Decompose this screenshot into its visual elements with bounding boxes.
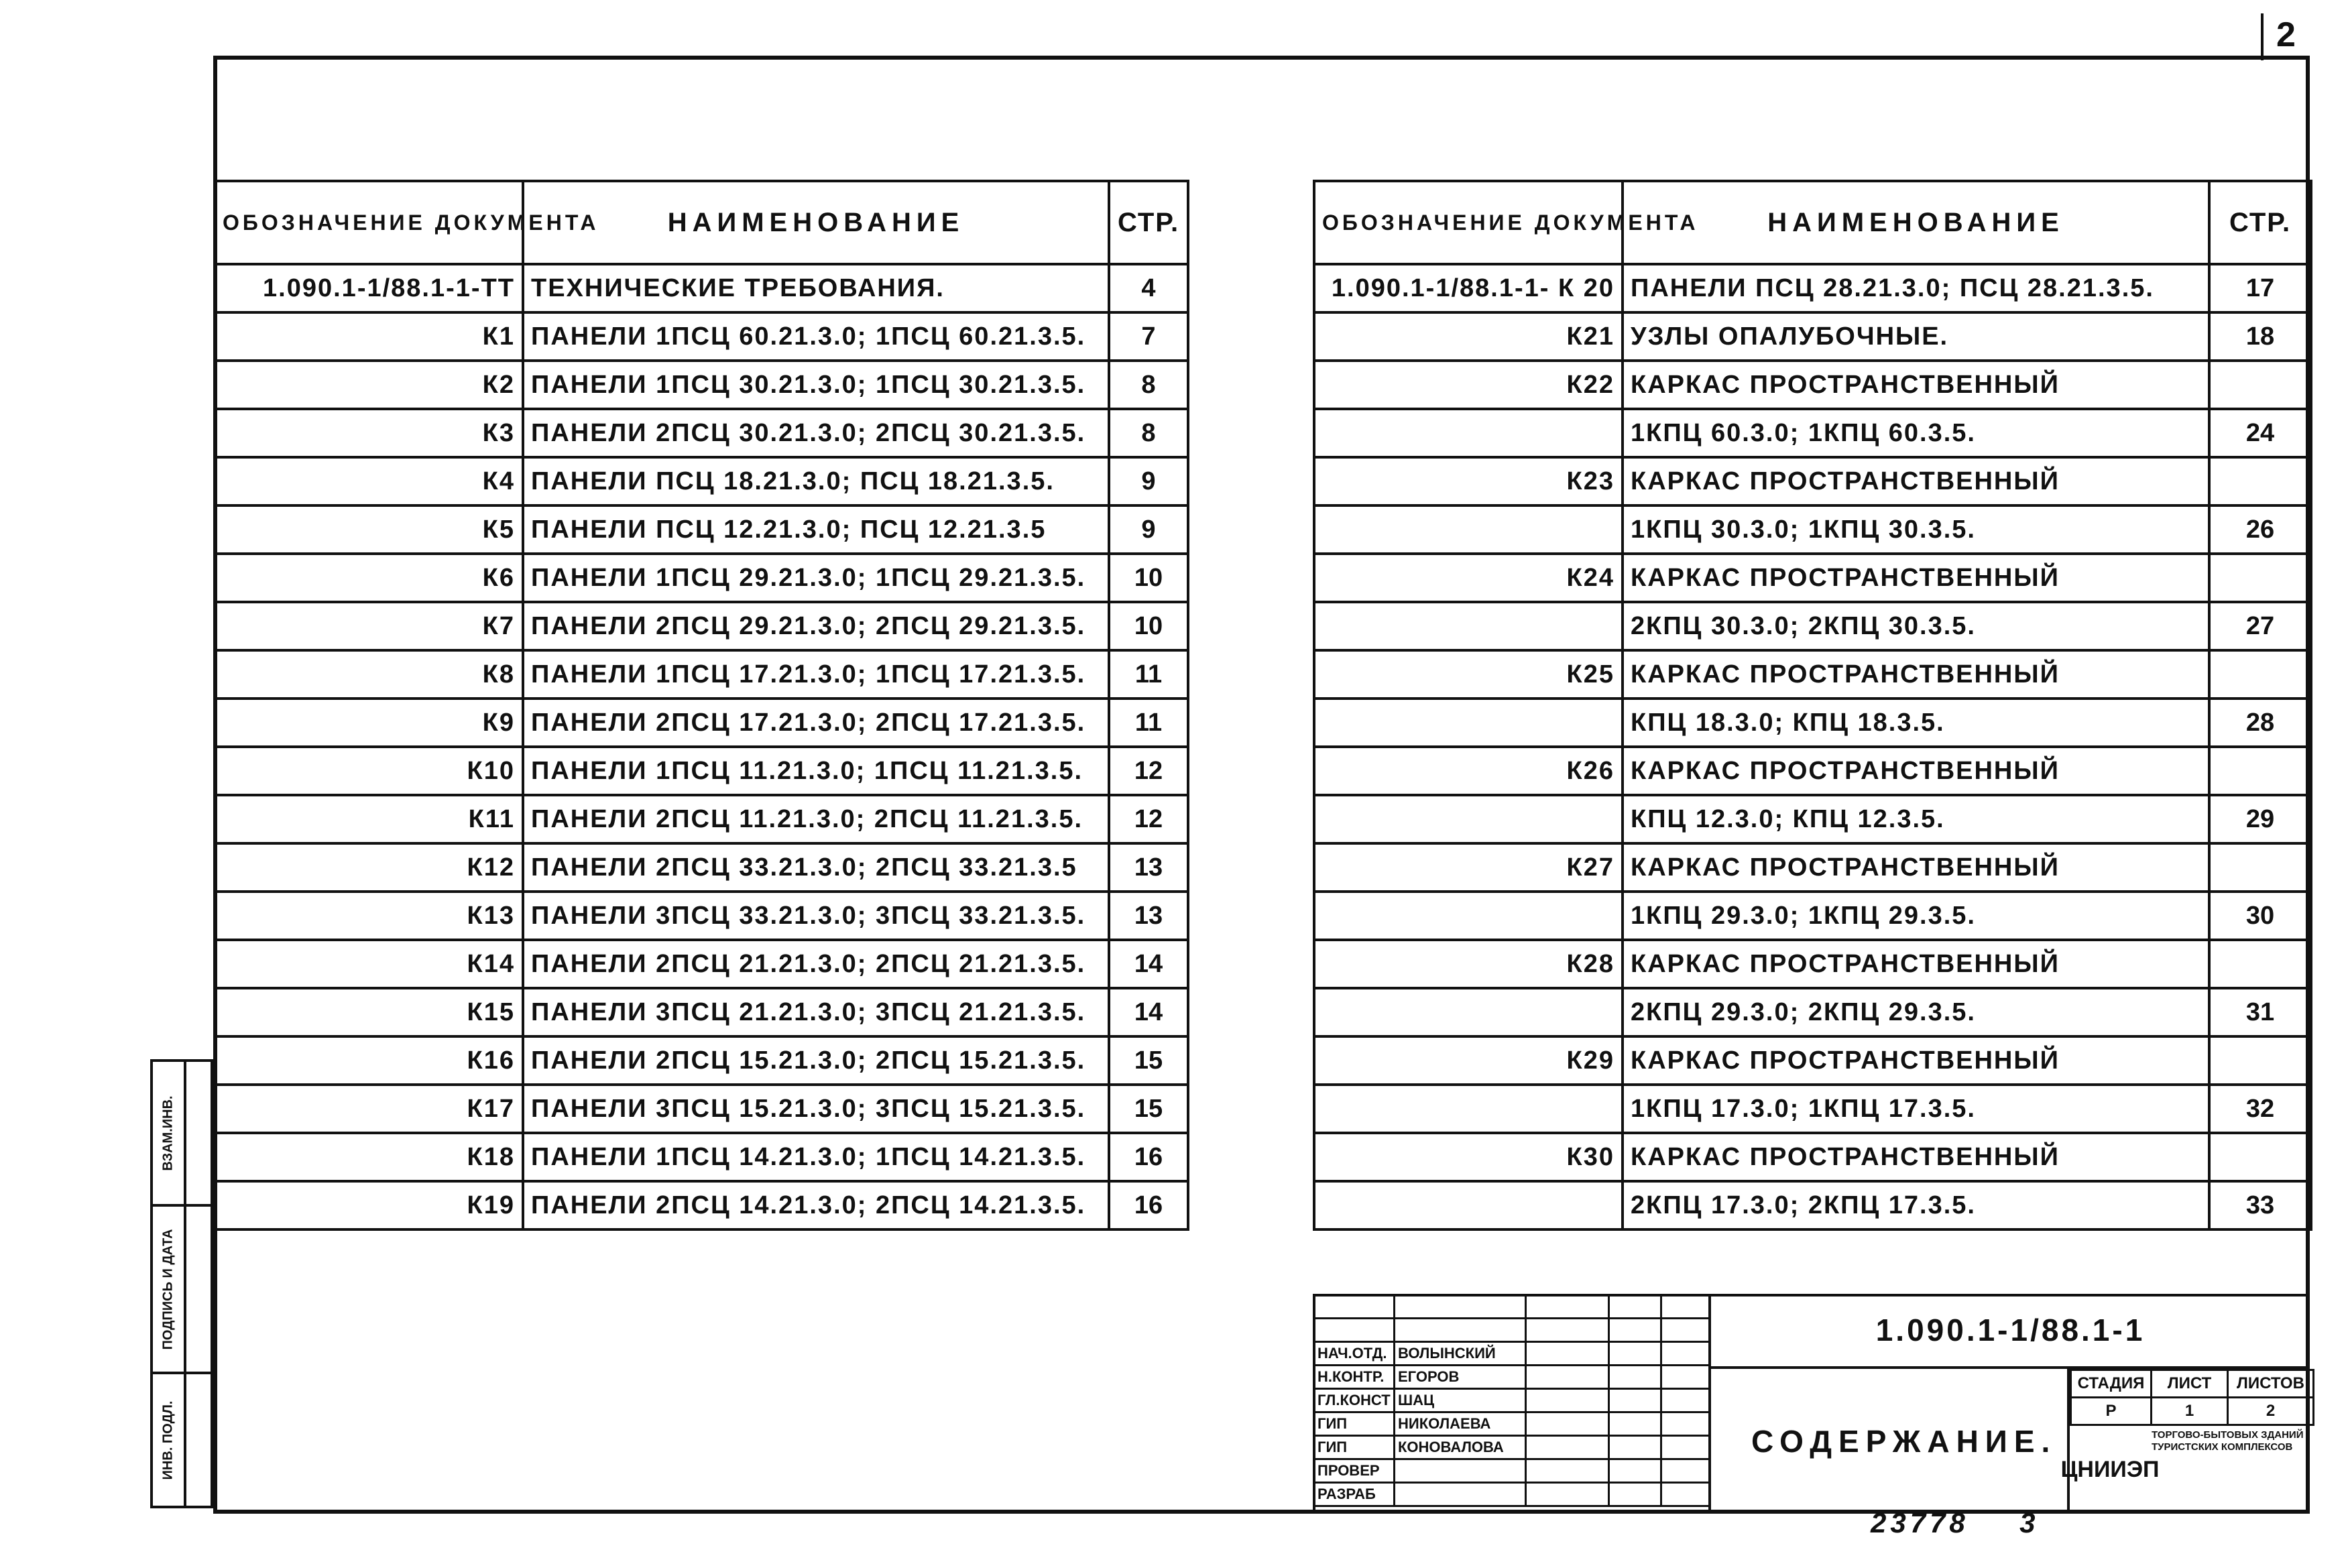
table-row: [1314, 650, 2311, 699]
archive-number: 23778: [1871, 1507, 1969, 1539]
row-name: ПАНЕЛИ 1ПСЦ 11.21.3.0; 1ПСЦ 11.21.3.5.: [523, 747, 1109, 795]
row-name: КАРКАС ПРОСТРАНСТВЕННЫЙ: [1623, 747, 2209, 795]
row-page: 32: [2209, 1085, 2311, 1133]
row-page: 14: [1109, 940, 1188, 988]
row-page: 27: [2209, 602, 2311, 650]
header-page: СТР.: [2209, 181, 2311, 264]
signature-cell: [1526, 1459, 1609, 1483]
row-name: ПАНЕЛИ 1ПСЦ 60.21.3.0; 1ПСЦ 60.21.3.5.: [523, 312, 1109, 361]
table-row: [215, 650, 1188, 699]
side-label-inv-orig: ИНВ. ПОДЛ.: [160, 1400, 176, 1480]
row-code: К7: [215, 602, 523, 650]
contents-table-left: [213, 180, 1189, 1231]
row-page: 11: [1109, 650, 1188, 699]
organization-subtitle: ТОРГОВО-БЫТОВЫХ ЗДАНИЙ ТУРИСТСКИХ КОМПЛЕКСОВ: [2152, 1429, 2304, 1453]
row-page: 8: [1109, 409, 1188, 457]
role-label: НАЧ.ОТД.: [1314, 1342, 1395, 1366]
table-row: [1314, 747, 2311, 795]
table-row: [215, 699, 1188, 747]
role-person: НИКОЛАЕВА: [1395, 1412, 1526, 1436]
table-row: [215, 505, 1188, 554]
table-row: [215, 843, 1188, 892]
row-page: [2209, 650, 2311, 699]
table-row: [215, 1085, 1188, 1133]
row-name: ПАНЕЛИ 2ПСЦ 15.21.3.0; 2ПСЦ 15.21.3.5.: [523, 1036, 1109, 1085]
role-label: ГИП: [1314, 1412, 1395, 1436]
row-name: ПАНЕЛИ 2ПСЦ 21.21.3.0; 2ПСЦ 21.21.3.5.: [523, 940, 1109, 988]
stage-value: Р: [2071, 1398, 2152, 1425]
sheet-number-divider: [2261, 13, 2264, 60]
row-name: КАРКАС ПРОСТРАНСТВЕННЫЙ: [1623, 1036, 2209, 1085]
row-page: 28: [2209, 699, 2311, 747]
header-designation: ОБОЗНАЧЕНИЕ ДОКУМЕНТА: [215, 181, 523, 264]
table-row: [1314, 409, 2311, 457]
role-person: [1395, 1483, 1526, 1506]
row-page: 24: [2209, 409, 2311, 457]
row-name: 2КПЦ 30.3.0; 2КПЦ 30.3.5.: [1623, 602, 2209, 650]
sheet-number: 2: [2276, 15, 2296, 54]
side-cell-swap-inv: [153, 1062, 211, 1207]
role-person: ВОЛЫНСКИЙ: [1395, 1342, 1526, 1366]
row-name: ПАНЕЛИ 1ПСЦ 17.21.3.0; 1ПСЦ 17.21.3.5.: [523, 650, 1109, 699]
signature-cell: [1526, 1342, 1609, 1366]
row-code: [1314, 505, 1623, 554]
row-code: [1314, 1181, 1623, 1229]
row-code: К27: [1314, 843, 1623, 892]
table-row: [215, 940, 1188, 988]
role-person: ЕГОРОВ: [1395, 1366, 1526, 1389]
row-name: КПЦ 18.3.0; КПЦ 18.3.5.: [1623, 699, 2209, 747]
row-code: [1314, 1085, 1623, 1133]
row-page: 4: [1109, 264, 1188, 312]
row-code: К17: [215, 1085, 523, 1133]
row-code: К22: [1314, 361, 1623, 409]
row-page: 16: [1109, 1133, 1188, 1181]
row-code: [1314, 892, 1623, 940]
row-page: 12: [1109, 795, 1188, 843]
row-page: 10: [1109, 602, 1188, 650]
signature-cell: [1526, 1436, 1609, 1459]
role-person: КОНОВАЛОВА: [1395, 1436, 1526, 1459]
row-name: ПАНЕЛИ 2ПСЦ 11.21.3.0; 2ПСЦ 11.21.3.5.: [523, 795, 1109, 843]
row-name: ПАНЕЛИ 3ПСЦ 21.21.3.0; 3ПСЦ 21.21.3.5.: [523, 988, 1109, 1036]
row-name: ТЕХНИЧЕСКИЕ ТРЕБОВАНИЯ.: [523, 264, 1109, 312]
signature-row: [1314, 1342, 1710, 1366]
row-page: [2209, 1133, 2311, 1181]
row-code: К4: [215, 457, 523, 505]
role-label: ГИП: [1314, 1436, 1395, 1459]
row-code: К3: [215, 409, 523, 457]
copy-number: 3: [2019, 1507, 2040, 1539]
row-name: КАРКАС ПРОСТРАНСТВЕННЫЙ: [1623, 940, 2209, 988]
side-cell-inv-orig: [153, 1374, 211, 1506]
row-page: 7: [1109, 312, 1188, 361]
row-page: 9: [1109, 457, 1188, 505]
row-name: КАРКАС ПРОСТРАНСТВЕННЫЙ: [1623, 457, 2209, 505]
row-page: [2209, 843, 2311, 892]
row-code: К15: [215, 988, 523, 1036]
row-page: 13: [1109, 843, 1188, 892]
sheet-value: 1: [2152, 1398, 2228, 1425]
date-cell: [1609, 1459, 1661, 1483]
row-page: 33: [2209, 1181, 2311, 1229]
row-page: 10: [1109, 554, 1188, 602]
row-name: 2КПЦ 17.3.0; 2КПЦ 17.3.5.: [1623, 1181, 2209, 1229]
row-code: К10: [215, 747, 523, 795]
row-code: К26: [1314, 747, 1623, 795]
row-code: К18: [215, 1133, 523, 1181]
row-name: ПАНЕЛИ 2ПСЦ 17.21.3.0; 2ПСЦ 17.21.3.5.: [523, 699, 1109, 747]
row-code: К23: [1314, 457, 1623, 505]
organization-name: ЦНИИЭП: [2060, 1456, 2160, 1482]
document-title: СОДЕРЖАНИЕ.: [1708, 1369, 2067, 1514]
row-page: [2209, 940, 2311, 988]
row-page: [2209, 1036, 2311, 1085]
table-row: [1314, 264, 2311, 312]
stage-sheet-info: [2060, 1369, 2310, 1514]
role-label: ГЛ.КОНСТ: [1314, 1389, 1395, 1412]
row-page: 15: [1109, 1085, 1188, 1133]
row-code: К5: [215, 505, 523, 554]
signature-cell: [1526, 1366, 1609, 1389]
signature-cell: [1526, 1412, 1609, 1436]
row-name: ПАНЕЛИ 2ПСЦ 33.21.3.0; 2ПСЦ 33.21.3.5: [523, 843, 1109, 892]
row-code: [1314, 602, 1623, 650]
date-cell: [1609, 1412, 1661, 1436]
role-label: РАЗРАБ: [1314, 1483, 1395, 1506]
row-page: 13: [1109, 892, 1188, 940]
row-page: 8: [1109, 361, 1188, 409]
row-name: ПАНЕЛИ 1ПСЦ 14.21.3.0; 1ПСЦ 14.21.3.5.: [523, 1133, 1109, 1181]
row-page: 12: [1109, 747, 1188, 795]
row-page: 30: [2209, 892, 2311, 940]
row-name: ПАНЕЛИ ПСЦ 18.21.3.0; ПСЦ 18.21.3.5.: [523, 457, 1109, 505]
row-code: [1314, 409, 1623, 457]
signature-grid: [1313, 1294, 1710, 1507]
date-cell: [1609, 1483, 1661, 1506]
table-row: [1314, 699, 2311, 747]
right-table-body: [1314, 264, 2311, 1229]
archive-number-footer: [1871, 1507, 2040, 1539]
row-code: К13: [215, 892, 523, 940]
signature-row: [1314, 1412, 1710, 1436]
row-code: К25: [1314, 650, 1623, 699]
row-code: [1314, 795, 1623, 843]
table-row: [1314, 892, 2311, 940]
row-page: 9: [1109, 505, 1188, 554]
row-code: К9: [215, 699, 523, 747]
table-row: [1314, 602, 2311, 650]
title-block: [1313, 1294, 2310, 1514]
signature-row: [1314, 1459, 1710, 1483]
table-row: [215, 602, 1188, 650]
header-name: НАИМЕНОВАНИЕ: [1623, 181, 2209, 264]
row-name: КАРКАС ПРОСТРАНСТВЕННЫЙ: [1623, 650, 2209, 699]
row-code: К14: [215, 940, 523, 988]
date-cell: [1609, 1342, 1661, 1366]
row-page: 15: [1109, 1036, 1188, 1085]
side-label-swap-inv: ВЗАМ.ИНВ.: [160, 1095, 176, 1171]
signature-cell: [1526, 1389, 1609, 1412]
table-row: [215, 312, 1188, 361]
row-page: 26: [2209, 505, 2311, 554]
row-page: 11: [1109, 699, 1188, 747]
date-cell: [1609, 1436, 1661, 1459]
row-name: КАРКАС ПРОСТРАНСТВЕННЫЙ: [1623, 361, 2209, 409]
table-row: [1314, 361, 2311, 409]
row-name: 1КПЦ 29.3.0; 1КПЦ 29.3.5.: [1623, 892, 2209, 940]
row-code: К29: [1314, 1036, 1623, 1085]
date-cell: [1609, 1366, 1661, 1389]
table-row: [1314, 457, 2311, 505]
row-code: К30: [1314, 1133, 1623, 1181]
row-code: К1: [215, 312, 523, 361]
row-name: УЗЛЫ ОПАЛУБОЧНЫЕ.: [1623, 312, 2209, 361]
row-name: ПАНЕЛИ 1ПСЦ 30.21.3.0; 1ПСЦ 30.21.3.5.: [523, 361, 1109, 409]
role-label: Н.КОНТР.: [1314, 1366, 1395, 1389]
table-row: [1314, 505, 2311, 554]
sheets-label: ЛИСТОВ: [2228, 1370, 2314, 1398]
stage-label: СТАДИЯ: [2071, 1370, 2152, 1398]
table-row: [215, 747, 1188, 795]
table-row: [1314, 1133, 2311, 1181]
table-row: [215, 1133, 1188, 1181]
row-name: ПАНЕЛИ 2ПСЦ 30.21.3.0; 2ПСЦ 30.21.3.5.: [523, 409, 1109, 457]
signature-row: [1314, 1483, 1710, 1506]
row-page: [2209, 361, 2311, 409]
row-name: 1КПЦ 60.3.0; 1КПЦ 60.3.5.: [1623, 409, 2209, 457]
header-page: СТР.: [1109, 181, 1188, 264]
row-name: ПАНЕЛИ 2ПСЦ 29.21.3.0; 2ПСЦ 29.21.3.5.: [523, 602, 1109, 650]
table-row: [1314, 988, 2311, 1036]
row-code: К6: [215, 554, 523, 602]
row-code: К24: [1314, 554, 1623, 602]
table-row: [1314, 1181, 2311, 1229]
row-page: [2209, 457, 2311, 505]
row-name: КАРКАС ПРОСТРАНСТВЕННЫЙ: [1623, 554, 2209, 602]
row-name: ПАНЕЛИ ПСЦ 12.21.3.0; ПСЦ 12.21.3.5: [523, 505, 1109, 554]
document-designation: 1.090.1-1/88.1-1: [1708, 1294, 2310, 1369]
signature-row: [1314, 1436, 1710, 1459]
side-label-sign-date: ПОДПИСЬ И ДАТА: [160, 1228, 176, 1350]
table-row: [215, 988, 1188, 1036]
row-code: 1.090.1-1/88.1-1-ТТ: [215, 264, 523, 312]
table-row: [1314, 843, 2311, 892]
table-row: [215, 457, 1188, 505]
row-code: К19: [215, 1181, 523, 1229]
row-code: К12: [215, 843, 523, 892]
row-page: 18: [2209, 312, 2311, 361]
signature-cell: [1526, 1483, 1609, 1506]
left-table-body: [215, 264, 1188, 1229]
table-row: [215, 361, 1188, 409]
table-header-row: [1314, 181, 2311, 264]
row-page: 29: [2209, 795, 2311, 843]
row-name: ПАНЕЛИ 3ПСЦ 15.21.3.0; 3ПСЦ 15.21.3.5.: [523, 1085, 1109, 1133]
signature-row: [1314, 1319, 1710, 1342]
table-row: [215, 409, 1188, 457]
row-name: КАРКАС ПРОСТРАНСТВЕННЫЙ: [1623, 1133, 2209, 1181]
header-designation: ОБОЗНАЧЕНИЕ ДОКУМЕНТА: [1314, 181, 1623, 264]
signature-row: [1314, 1366, 1710, 1389]
row-name: 1КПЦ 17.3.0; 1КПЦ 17.3.5.: [1623, 1085, 2209, 1133]
row-code: [1314, 699, 1623, 747]
sheet-label: ЛИСТ: [2152, 1370, 2228, 1398]
table-row: [1314, 940, 2311, 988]
row-code: К16: [215, 1036, 523, 1085]
side-cell-sign-date: [153, 1207, 211, 1374]
row-code: 1.090.1-1/88.1-1- К 20: [1314, 264, 1623, 312]
row-name: ПАНЕЛИ 1ПСЦ 29.21.3.0; 1ПСЦ 29.21.3.5.: [523, 554, 1109, 602]
signature-row: [1314, 1389, 1710, 1412]
row-name: 2КПЦ 29.3.0; 2КПЦ 29.3.5.: [1623, 988, 2209, 1036]
row-code: К28: [1314, 940, 1623, 988]
table-row: [1314, 1036, 2311, 1085]
role-person: ШАЦ: [1395, 1389, 1526, 1412]
table-row: [1314, 1085, 2311, 1133]
row-name: ПАНЕЛИ 3ПСЦ 33.21.3.0; 3ПСЦ 33.21.3.5.: [523, 892, 1109, 940]
table-row: [1314, 312, 2311, 361]
row-code: К11: [215, 795, 523, 843]
row-name: КАРКАС ПРОСТРАНСТВЕННЫЙ: [1623, 843, 2209, 892]
row-code: К8: [215, 650, 523, 699]
table-row: [1314, 554, 2311, 602]
signature-row: [1314, 1295, 1710, 1319]
row-code: [1314, 988, 1623, 1036]
row-name: ПАНЕЛИ 2ПСЦ 14.21.3.0; 2ПСЦ 14.21.3.5.: [523, 1181, 1109, 1229]
table-row: [215, 554, 1188, 602]
row-code: К2: [215, 361, 523, 409]
sheets-value: 2: [2228, 1398, 2314, 1425]
table-header-row: [215, 181, 1188, 264]
role-person: [1395, 1459, 1526, 1483]
date-cell: [1609, 1389, 1661, 1412]
table-row: [215, 1036, 1188, 1085]
table-row: [1314, 795, 2311, 843]
table-row: [215, 1181, 1188, 1229]
row-name: ПАНЕЛИ ПСЦ 28.21.3.0; ПСЦ 28.21.3.5.: [1623, 264, 2209, 312]
table-row: [215, 892, 1188, 940]
row-name: 1КПЦ 30.3.0; 1КПЦ 30.3.5.: [1623, 505, 2209, 554]
table-row: [215, 264, 1188, 312]
row-name: КПЦ 12.3.0; КПЦ 12.3.5.: [1623, 795, 2209, 843]
header-name: НАИМЕНОВАНИЕ: [523, 181, 1109, 264]
role-label: ПРОВЕР: [1314, 1459, 1395, 1483]
table-row: [215, 795, 1188, 843]
row-page: [2209, 554, 2311, 602]
row-page: 31: [2209, 988, 2311, 1036]
row-page: 16: [1109, 1181, 1188, 1229]
contents-table-right: [1313, 180, 2312, 1231]
row-page: 17: [2209, 264, 2311, 312]
row-page: 14: [1109, 988, 1188, 1036]
row-code: К21: [1314, 312, 1623, 361]
row-page: [2209, 747, 2311, 795]
side-strip: [150, 1059, 213, 1508]
